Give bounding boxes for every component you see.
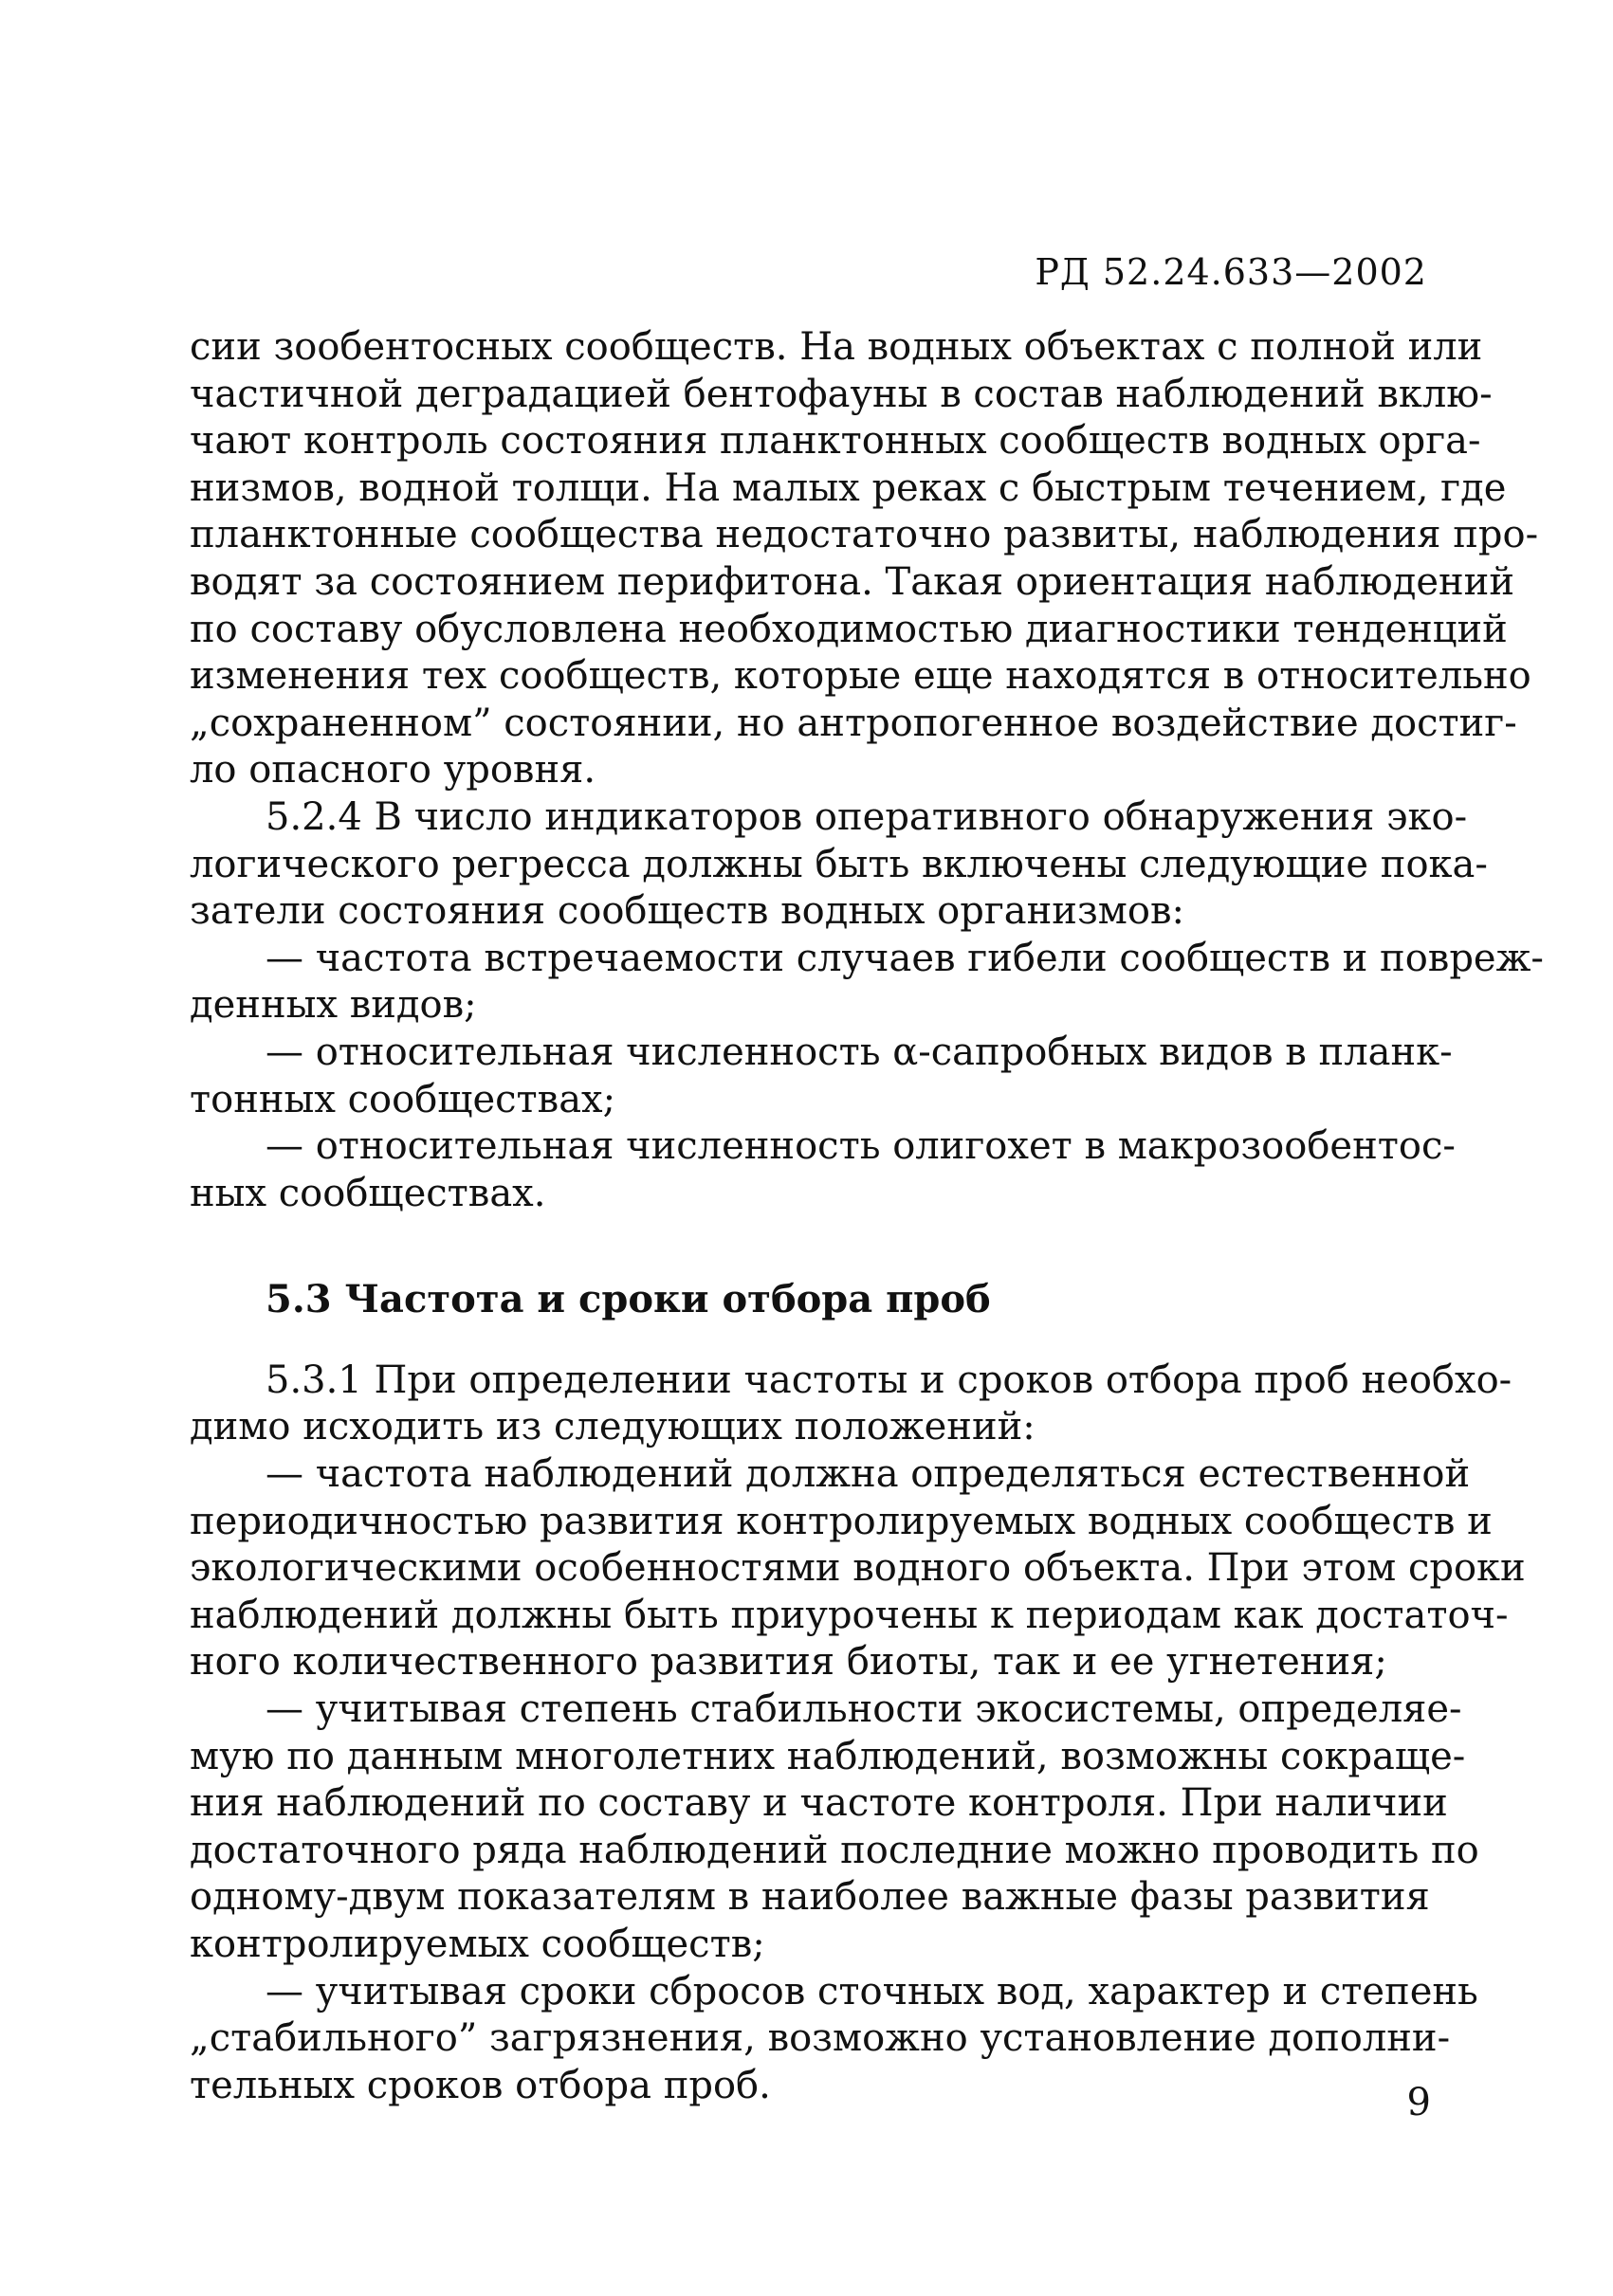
text-line: „сохраненном” состоянии, но антропогенное воздействие достиг- bbox=[190, 701, 1517, 745]
text-line: 5.3.1 При определении частоты и сроков отбора проб необхо- bbox=[266, 1358, 1512, 1402]
text-line: 5.2.4 В число индикаторов оперативного обнаружения эко- bbox=[266, 794, 1468, 839]
text-line: логического регресса должны быть включены следующие пока- bbox=[190, 842, 1488, 886]
section-heading: 5.3 Частота и сроки отбора проб bbox=[266, 1277, 991, 1322]
text-line: сии зообентосных сообществ. На водных объектах с полной или bbox=[190, 325, 1483, 369]
page-content bbox=[190, 324, 1544, 2109]
text-line: водят за состоянием перифитона. Такая ориентация наблюдений bbox=[190, 559, 1514, 604]
text-line: ного количественного развития биоты, так и ее угнетения; bbox=[190, 1640, 1387, 1685]
text-line: — учитывая степень стабильности экосистемы, определяе- bbox=[266, 1687, 1462, 1732]
list-item-wastewater-discharge bbox=[190, 1969, 1478, 2110]
text-line: контролируемых сообществ; bbox=[190, 1922, 765, 1966]
text-line: по составу обусловлена необходимостью диагностики тенденций bbox=[190, 607, 1508, 651]
text-line: ных сообществах. bbox=[190, 1171, 546, 1215]
text-line: ло опасного уровня. bbox=[190, 748, 596, 793]
text-line: периодичностью развития контролируемых водных сообществ и bbox=[190, 1499, 1493, 1543]
list-item-alpha-saprobic bbox=[190, 1030, 1453, 1123]
page-number: 9 bbox=[1406, 2081, 1431, 2124]
text-line: мую по данным многолетних наблюдений, возможны сокраще- bbox=[190, 1734, 1466, 1778]
paragraph-5-3-1 bbox=[190, 1358, 1512, 1451]
text-line: — относительная численность олигохет в макрозообентос- bbox=[266, 1124, 1456, 1169]
text-line: одному-двум показателям в наиболее важные фазы развития bbox=[190, 1875, 1430, 1920]
paragraph-5-2-4 bbox=[190, 794, 1488, 936]
text-line: планктонные сообщества недостаточно развиты, наблюдения про- bbox=[190, 513, 1539, 557]
text-line: изменения тех сообществ, которые еще находятся в относительно bbox=[190, 654, 1531, 699]
text-line: затели состояния сообществ водных организмов: bbox=[190, 889, 1184, 934]
text-line: тельных сроков отбора проб. bbox=[190, 2063, 771, 2107]
text-line: частичной деградацией бентофауны в состав наблюдений вклю- bbox=[190, 372, 1493, 416]
list-item-mortality-frequency bbox=[190, 936, 1544, 1030]
list-item-observation-frequency bbox=[190, 1451, 1526, 1686]
text-line: — относительная численность α-сапробных видов в планк- bbox=[266, 1030, 1453, 1074]
text-line: — частота встречаемости случаев гибели сообществ и повреж- bbox=[266, 936, 1544, 980]
document-code: РД 52.24.633—2002 bbox=[1035, 251, 1427, 293]
text-line: экологическими особенностями водного объекта. При этом сроки bbox=[190, 1546, 1526, 1591]
text-line: низмов, водной толщи. На малых реках с быстрым течением, где bbox=[190, 465, 1507, 510]
text-line: димо исходить из следующих положений: bbox=[190, 1405, 1036, 1449]
text-line: ния наблюдений по составу и частоте контроля. При наличии bbox=[190, 1781, 1448, 1826]
text-line: — частота наблюдений должна определяться естественной bbox=[266, 1452, 1471, 1497]
text-line: „стабильного” загрязнения, возможно установление дополни- bbox=[190, 2016, 1451, 2061]
list-item-ecosystem-stability bbox=[190, 1686, 1479, 1969]
list-item-oligochaetes bbox=[190, 1123, 1456, 1217]
text-line: достаточного ряда наблюдений последние можно проводить по bbox=[190, 1828, 1479, 1872]
text-line: наблюдений должны быть приурочены к периодам как достаточ- bbox=[190, 1593, 1509, 1637]
paragraph-zoobenthos bbox=[190, 324, 1539, 794]
text-line: денных видов; bbox=[190, 983, 477, 1028]
text-line: тонных сообществах; bbox=[190, 1077, 616, 1121]
text-line: чают контроль состояния планктонных сообществ водных орга- bbox=[190, 419, 1481, 464]
text-line: — учитывая сроки сбросов сточных вод, характер и степень bbox=[266, 1969, 1478, 2014]
